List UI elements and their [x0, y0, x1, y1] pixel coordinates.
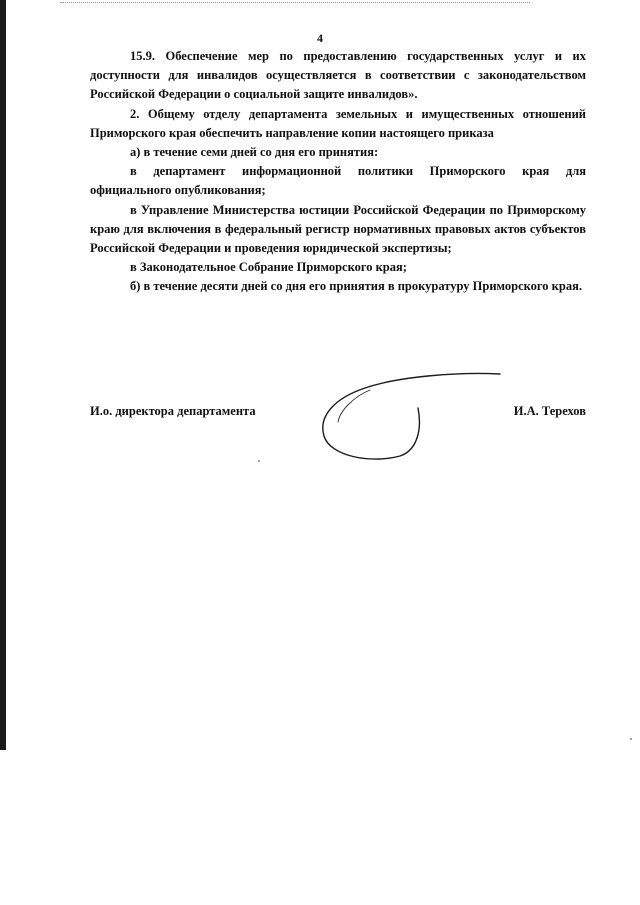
top-edge-artifact	[60, 2, 530, 4]
paragraph-2: 2. Общему отделу департамента земельных и имущественных отношений Приморского края обеспечить направление копии настоящего приказа	[90, 106, 586, 140]
document-body	[90, 47, 586, 297]
sub-item-a: а) в течение семи дней со дня его принятия:	[130, 145, 379, 160]
paragraph-15-9: 15.9. Обеспечение мер по предоставлению государственных услуг и их доступности для инвалидов осуществляется в соответствии с законодательством Российской Федерации о социальной защите инвалидов».	[90, 49, 586, 102]
sub-item-b: б) в течение десяти дней со дня его принятия в прокуратуру Приморского края.	[130, 279, 582, 294]
page-number: 4	[317, 31, 323, 45]
scan-speck	[258, 460, 260, 462]
scan-edge-shadow	[0, 0, 6, 750]
signature-block	[90, 404, 586, 424]
scan-speck	[630, 738, 632, 740]
recipient-ministry-justice: в Управление Министерства юстиции Российской Федерации по Приморскому краю для включения в федеральный регистр нормативных правовых актов субъектов Российской Федерации и проведения юридической экспертизы;	[90, 202, 586, 256]
signatory-title: И.о. директора департамента	[90, 404, 256, 418]
signatory-name: И.А. Терехов	[513, 404, 586, 418]
recipient-information-policy: в департамент информационной политики Приморского края для официального опубликования;	[90, 164, 586, 198]
recipient-legislative-assembly: в Законодательное Собрание Приморского края;	[130, 260, 407, 275]
